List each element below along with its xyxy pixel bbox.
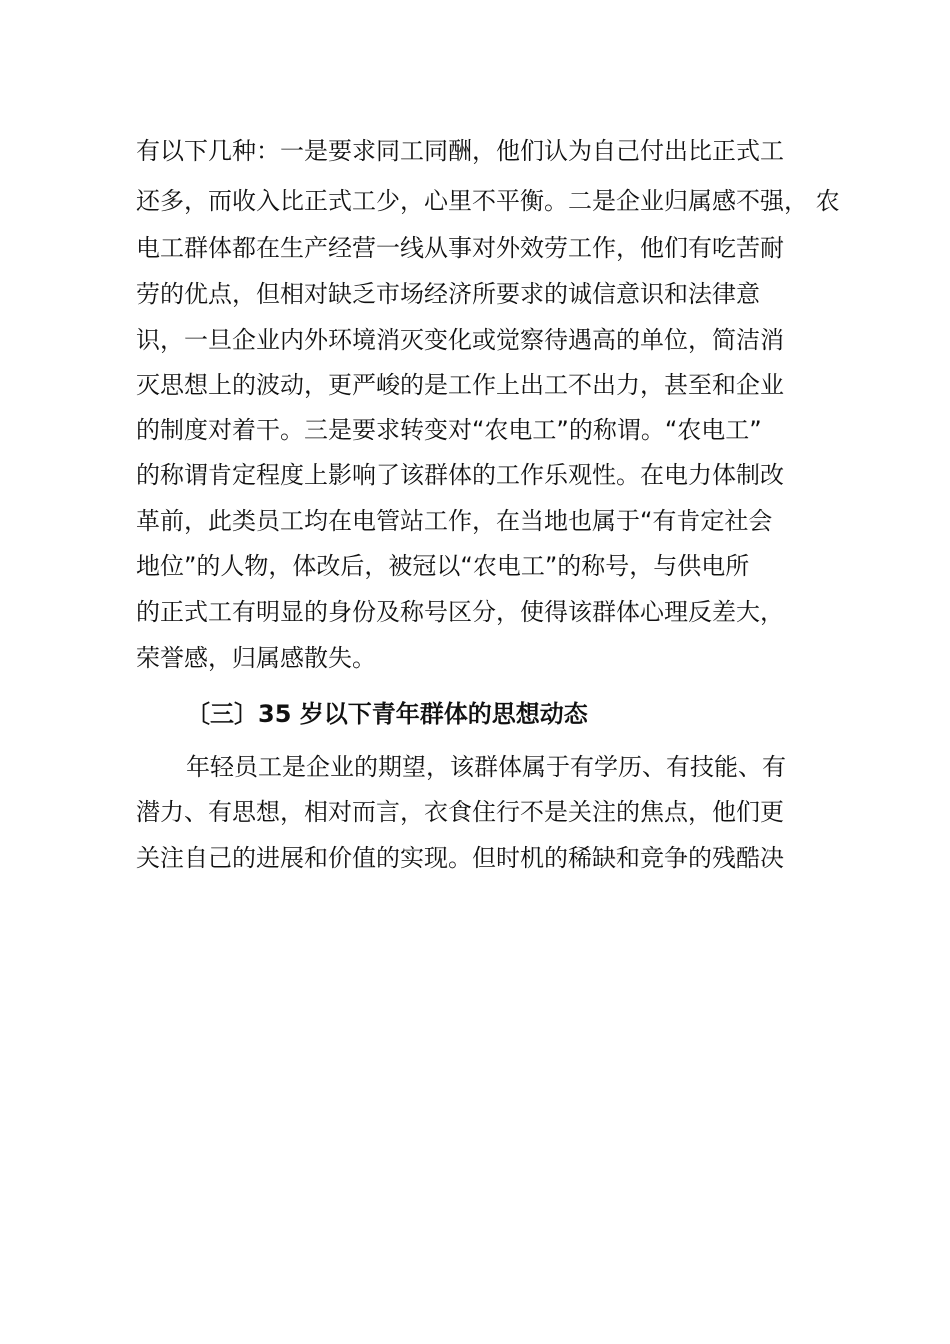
text-line-3: 电工群体都在生产经营一线从事对外效劳工作，他们有吃苦耐 (136, 234, 784, 262)
text-line-7: 的制度对着干。三是要求转变对“农电工”的称谓。“农电工” (136, 416, 762, 444)
text-line-2: 还多，而收入比正式工少，心里不平衡。二是企业归属感不强， 农 (136, 187, 840, 215)
paragraph-line-2: 潜力、有思想，相对而言，衣食住行不是关注的焦点，他们更 (136, 798, 784, 826)
paragraph-line-1: 年轻员工是企业的期望，该群体属于有学历、有技能、有 (186, 753, 786, 781)
text-line-10: 地位”的人物，体改后，被冠以“农电工”的称号，与供电所 (136, 552, 750, 580)
text-line-6: 灭思想上的波动，更严峻的是工作上出工不出力，甚至和企业 (136, 371, 784, 399)
text-line-5: 识，一旦企业内外环境消灭变化或觉察待遇高的单位，简洁消 (136, 326, 784, 354)
text-line-11: 的正式工有明显的身份及称号区分，使得该群体心理反差大， (136, 598, 784, 626)
text-line-1: 有以下几种：一是要求同工同酬，他们认为自己付出比正式工 (136, 137, 784, 165)
paragraph-line-3: 关注自己的进展和价值的实现。但时机的稀缺和竞争的残酷决 (136, 844, 784, 872)
text-line-9: 革前，此类员工均在电管站工作，在当地也属于“有肯定社会 (136, 507, 773, 535)
section-heading: 〔三〕35 岁以下青年群体的思想动态 (186, 700, 588, 728)
text-line-12: 荣誉感，归属感散失。 (136, 644, 376, 672)
text-line-4: 劳的优点，但相对缺乏市场经济所要求的诚信意识和法律意 (136, 280, 760, 308)
text-line-8: 的称谓肯定程度上影响了该群体的工作乐观性。在电力体制改 (136, 461, 784, 489)
